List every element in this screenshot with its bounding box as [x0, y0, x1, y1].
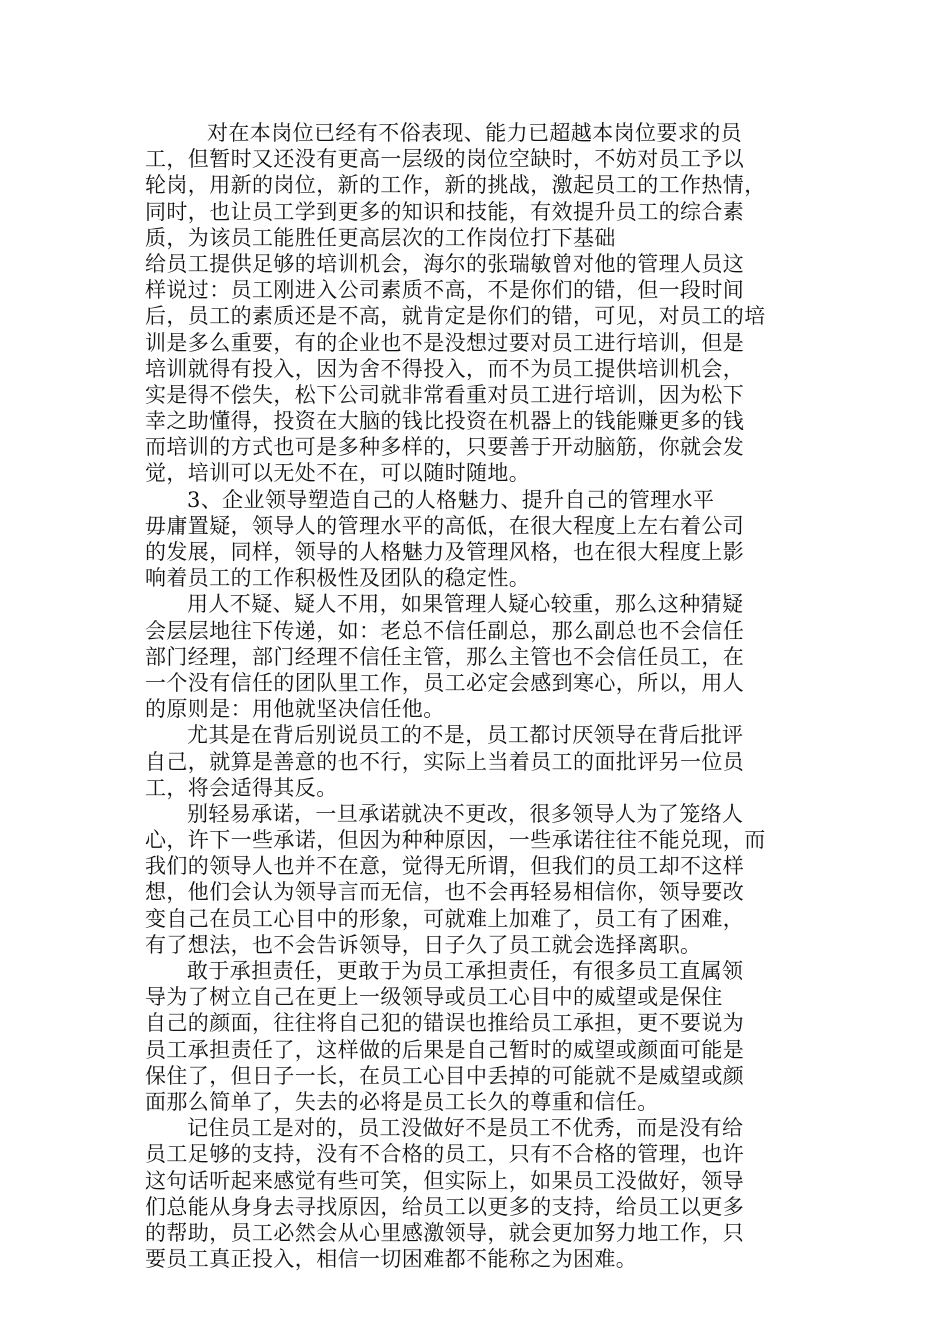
text-line: 工，但暂时又还没有更高一层级的岗位空缺时，不妨对员工予以: [145, 147, 745, 172]
text-line: 一个没有信任的团队里工作，员工必定会感到寒心，所以，用人: [145, 670, 745, 695]
text-line: 对在本岗位已经有不俗表现、能力已超越本岗位要求的员: [207, 121, 742, 145]
text-line: 员工承担责任了，这样做的后果是自己暂时的威望或颜面可能是: [145, 1037, 745, 1062]
text-line: 会层层地往下传递，如：老总不信任副总，那么副总也不会信任: [145, 618, 745, 643]
text-line: 部门经理，部门经理不信任主管，那么主管也不会信任员工，在: [145, 644, 745, 669]
text-line: 样说过：员工刚进入公司素质不高，不是你们的错，但一段时间: [145, 278, 745, 303]
text-line: 想，他们会认为领导言而无信，也不会再轻易相信你，领导要改: [145, 880, 745, 905]
text-line: 用人不疑、疑人不用，如果管理人疑心较重，那么这种猜疑: [187, 592, 744, 617]
text-line: 的发展，同样，领导的人格魅力及管理风格，也在很大程度上影: [145, 540, 745, 564]
text-line: 面那么简单了，失去的必将是员工长久的尊重和信任。: [145, 1089, 659, 1114]
text-line: 这句话听起来感觉有些可笑，但实际上，如果员工没做好，领导: [145, 1168, 745, 1193]
text-line: 后，员工的素质还是不高，就肯定是你们的错，可见，对员工的培: [145, 304, 766, 329]
text-line: 工，将会适得其反。: [145, 775, 338, 800]
text-line: 训是多么重要，有的企业也不是没想过要对员工进行培训，但是: [145, 330, 745, 355]
text-line: 觉，培训可以无处不在，可以随时随地。: [145, 461, 531, 486]
text-line: 培训就得有投入，因为舍不得投入，而不为员工提供培训机会，: [145, 356, 745, 381]
text-line: 敢于承担责任，更敢于为员工承担责任，有很多员工直属领: [187, 959, 744, 983]
text-line: 我们的领导人也并不在意，觉得无所谓，但我们的员工却不这样: [145, 854, 745, 879]
section-heading: 3、企业领导塑造自己的人格魅力、提升自己的管理水平: [187, 487, 715, 512]
text-line: 记住员工是对的，员工没做好不是员工不优秀，而是没有给: [187, 1116, 744, 1141]
text-line: 自己，就算是善意的也不行，实际上当着员工的面批评另一位员: [145, 749, 745, 774]
text-line: 实是得不偿失，松下公司就非常看重对员工进行培训，因为松下: [145, 382, 745, 407]
text-line: 质，为该员工能胜任更高层次的工作岗位打下基础: [145, 225, 616, 250]
body-text: [145, 120, 807, 1272]
text-line: 保住了，但日子一长，在员工心目中丢掉的可能就不是威望或颜: [145, 1063, 745, 1088]
text-line: 的帮助，员工必然会从心里感激领导，就会更加努力地工作，只: [145, 1220, 745, 1245]
text-line: 幸之助懂得，投资在大脑的钱比投资在机器上的钱能赚更多的钱: [145, 409, 745, 434]
text-line: 同时，也让员工学到更多的知识和技能，有效提升员工的综合素: [145, 199, 745, 224]
text-line: 尤其是在背后别说员工的不是，员工都讨厌领导在背后批评: [187, 723, 744, 748]
text-line: 而培训的方式也可是多种多样的，只要善于开动脑筋，你就会发: [145, 435, 745, 460]
text-line: 响着员工的工作积极性及团队的稳定性。: [145, 566, 531, 591]
text-line: 要员工真正投入，相信一切困难都不能称之为困难。: [145, 1247, 638, 1272]
text-line: 们总能从身身去寻找原因，给员工以更多的支持，给员工以更多: [145, 1194, 745, 1219]
text-line: 导为了树立自己在更上一级领导或员工心目中的威望或是保住: [145, 985, 723, 1010]
text-line: 员工足够的支持，没有不合格的员工，只有不合格的管理，也许: [145, 1142, 745, 1167]
text-line: 别轻易承诺，一旦承诺就决不更改，很多领导人为了笼络人: [187, 801, 744, 826]
text-line: 的原则是：用他就坚决信任他。: [145, 697, 445, 722]
text-line: 毋庸置疑，领导人的管理水平的高低，在很大程度上左右着公司: [145, 513, 745, 538]
text-line: 自己的颜面，往往将自己犯的错误也推给员工承担，更不要说为: [145, 1011, 745, 1036]
text-line: 轮岗，用新的岗位，新的工作，新的挑战，激起员工的工作热情，: [145, 173, 766, 198]
text-line: 给员工提供足够的培训机会，海尔的张瑞敏曾对他的管理人员这: [145, 251, 745, 276]
text-line: 心，许下一些承诺，但因为种种原因，一些承诺往往不能兑现，而: [145, 828, 766, 853]
text-line: 变自己在员工心目中的形象，可就难上加难了，员工有了困难，: [145, 906, 745, 931]
text-line: 有了想法，也不会告诉领导，日子久了员工就会选择离职。: [145, 932, 702, 957]
